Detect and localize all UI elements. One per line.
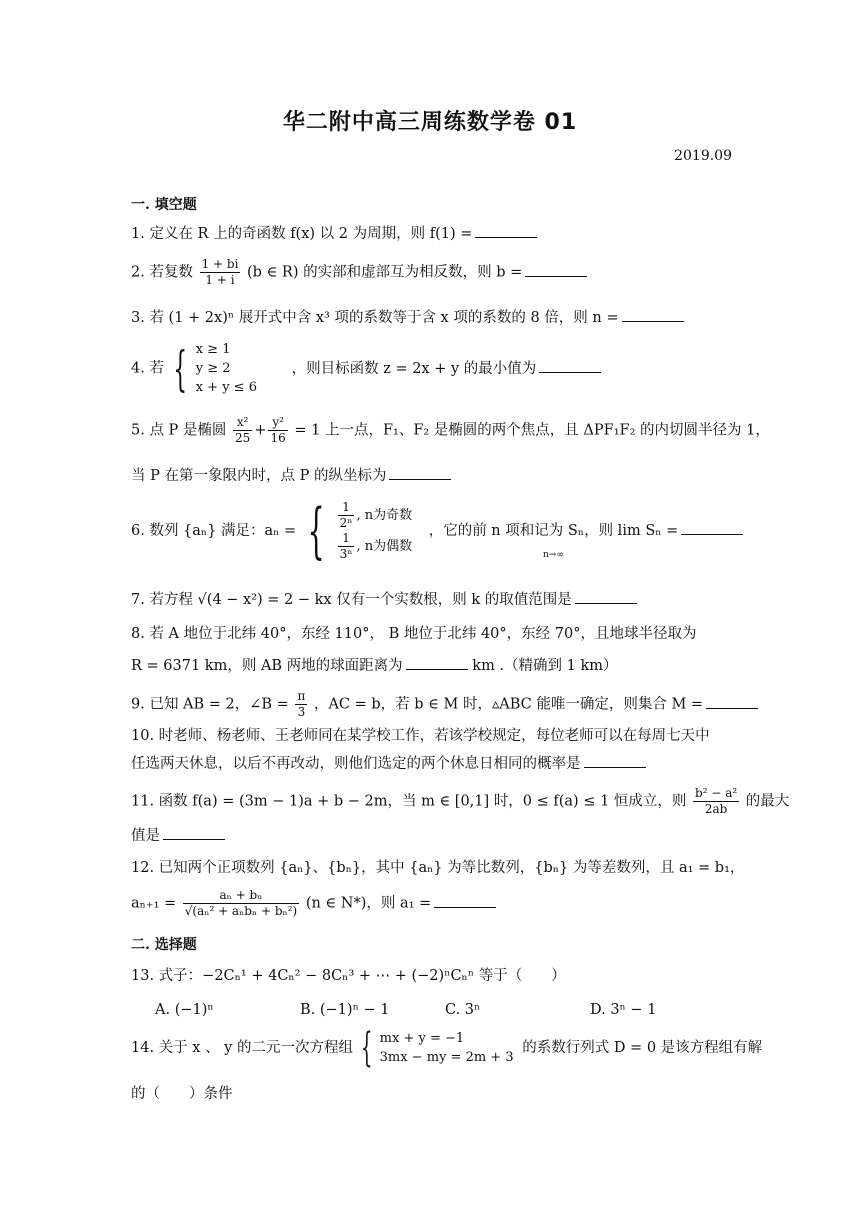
- choice-d: D. 3ⁿ − 1: [590, 1002, 657, 1018]
- question-13: 13. 式子：−2Cₙ¹ + 4Cₙ² − 8Cₙ³ + ⋯ + (−2)ⁿCₙⁿ 等于（ ）: [131, 968, 566, 984]
- question-12-line1: 12. 已知两个正项数列 {aₙ}、{bₙ}，其中 {aₙ} 为等比数列，{bₙ} 为等差数列，且 a₁ = b₁，: [131, 860, 745, 876]
- exam-date: 2019.09: [674, 148, 732, 164]
- choice-c: C. 3ⁿ: [445, 1002, 481, 1018]
- question-12-line2: aₙ₊₁ = $\frac{\text{aₙ + bₙ}}{\text{√(aₙ² + aₙbₙ + bₙ²)}}$ (n ∈ N*)，则 a₁ =: [131, 888, 731, 919]
- brace-icon: {: [360, 1025, 373, 1071]
- question-8-line1: 8. 若 A 地位于北纬 40°，东经 110°， B 地位于北纬 40°，东经 70°，且地球半径取为: [131, 626, 697, 642]
- question-8-line2: R = 6371 km，则 AB 两地的球面距离为 km .（精确到 1 km）: [131, 658, 618, 674]
- answer-blank: [434, 894, 496, 908]
- brace-icon: {: [307, 496, 325, 566]
- question-10-line2: 任选两天休息，以后不再改动，则他们选定的两个休息日相同的概率是: [131, 754, 731, 774]
- question-5-line2: 当 P 在第一象限内时，点 P 的纵坐标为: [131, 466, 731, 486]
- answer-blank: [475, 224, 537, 238]
- fraction: $\frac{\pi}{3}$: [297, 689, 306, 719]
- page-title: 华二附中高三周练数学卷 01: [282, 110, 578, 135]
- answer-blank: [389, 466, 451, 480]
- choice-b: B. (−1)ⁿ − 1: [300, 1002, 390, 1018]
- fraction: $\frac{\text{b² − a²}}{2ab}$: [695, 786, 738, 816]
- answer-blank: [406, 656, 468, 670]
- question-4: 4. 若 { x ≥ 1 y ≥ 2 x + y ≤ 6 ，则目标函数 z = 2x + y 的最小值为: [131, 340, 731, 397]
- answer-blank: [706, 695, 758, 709]
- question-14-line2: 的（ ）条件: [131, 1086, 233, 1102]
- equation-system: mx + y = −1 3mx − my = 2m + 3: [379, 1031, 514, 1065]
- answer-blank: [575, 590, 637, 604]
- question-7: 7. 若方程 √(4 − x²) = 2 − kx 仅有一个实数根，则 k 的取值范围是: [131, 590, 731, 610]
- brace-icon: {: [172, 340, 187, 397]
- fraction: $\frac{\text{aₙ + bₙ}}{\text{√(aₙ² + aₙbₙ + bₙ²)}}$: [184, 888, 298, 918]
- question-2: 2. 若复数 $\frac{1 + bi}{1 + i}$ (b ∈ R) 的实部和虚部互为相反数，则 b =: [131, 257, 731, 288]
- question-11-line2: 值是: [131, 826, 731, 846]
- fraction: $\frac{\text{y²}}{16}$: [270, 415, 286, 445]
- question-14-line1: 14. 关于 x 、 y 的二元一次方程组 { mx + y = −1 3mx − my = 2m + 3 的系数行列式 D = 0 是该方程组有解: [131, 1025, 763, 1071]
- question-13-choices: [155, 1002, 735, 1018]
- choice-a: A. (−1)ⁿ: [155, 1002, 214, 1018]
- answer-blank: [539, 359, 601, 373]
- question-10-line1: 10. 时老师、杨老师、王老师同在某学校工作，若该学校规定，每位老师可以在每周七天中: [131, 728, 710, 744]
- answer-blank: [584, 754, 646, 768]
- fraction: $\frac{1 + bi}{1 + i}$: [201, 257, 239, 287]
- question-1: 1. 定义在 R 上的奇函数 f(x) 以 2 为周期，则 f(1) =: [131, 224, 731, 244]
- answer-blank: [622, 308, 684, 322]
- question-3: 3. 若 (1 + 2x)ⁿ 展开式中含 x³ 项的系数等于含 x 项的系数的 8 倍，则 n =: [131, 308, 731, 328]
- question-11-line1: 11. 函数 f(a) = (3m − 1)a + b − 2m，当 m ∈ [0,1] 时，0 ≤ f(a) ≤ 1 恒成立，则 $\frac{\text{b² − a²}}{2ab}$ 的最大: [131, 786, 790, 816]
- answer-blank: [163, 826, 225, 840]
- question-5-line1: 5. 点 P 是椭圆 $\frac{\text{x²}}{25}$ + $\frac{\text{y²}}{16}$ = 1 上一点，F₁、F₂ 是椭圆的两个焦点，且 ΔPF₁F₂ 的内切圆半径为 1，: [131, 415, 770, 445]
- answer-blank: [525, 263, 587, 277]
- fraction: $\frac{\text{x²}}{25}$: [235, 415, 251, 445]
- answer-blank: [681, 521, 743, 535]
- inequality-system: x ≥ 1 y ≥ 2 x + y ≤ 6: [195, 342, 257, 395]
- question-9: 9. 已知 AB = 2，∠B = $\frac{\pi}{3}$ ，AC = b，若 b ∈ M 时，▵ABC 能唯一确定，则集合 M =: [131, 689, 731, 720]
- question-6: 6. 数列 {aₙ} 满足：aₙ = { $\frac{1}{\text{2ⁿ}}$ , n为奇数 $\frac{1}{\text{3ⁿ}}$ , n为偶数 ，它的前 n 项和记为 Sₙ，则 lim Sₙ = n→∞: [131, 500, 731, 562]
- section-fill-in: 一. 填空题: [131, 197, 197, 213]
- piecewise-definition: $\frac{1}{\text{2ⁿ}}$ , n为奇数 $\frac{1}{\text{3ⁿ}}$ , n为偶数: [339, 500, 413, 561]
- section-multiple-choice: 二. 选择题: [131, 937, 197, 953]
